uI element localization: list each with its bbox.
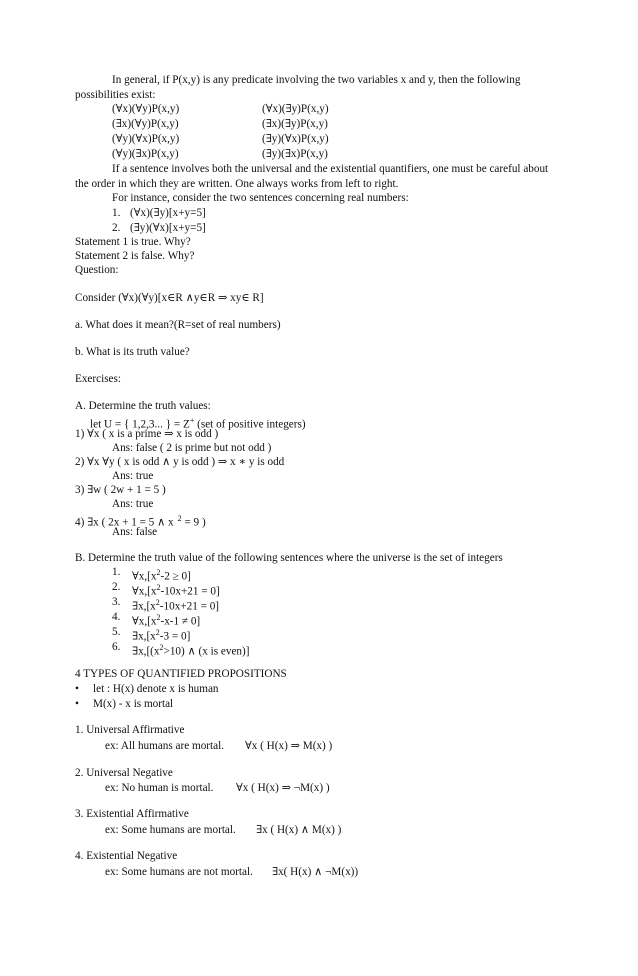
b-item-number: 4. [112, 611, 121, 623]
formula-pre: ∃x,[(x [132, 645, 160, 658]
order-line-2: the order in which they are written. One always works from left to right. [75, 178, 399, 190]
bullet-text: M(x) - x is mortal [93, 698, 174, 710]
type-1-example: ex: All humans are mortal. [105, 740, 224, 752]
formula-pre: ∀x,[x [132, 585, 157, 598]
exercises-b-title: B. Determine the truth value of the following sentences where the universe is the set of integers [75, 552, 503, 564]
b-item-2 [112, 581, 220, 598]
exercise-a3: Ans: true [112, 498, 154, 510]
type-1-title: 1. Universal Affirmative [75, 724, 185, 736]
formula-post: -2 ≥ 0] [160, 570, 191, 583]
question-consider: Consider (∀x)(∀y)[x∈R ∧y∈R ⇒ xy∈ R] [75, 292, 264, 304]
type-3-formula: ∃x ( H(x) ∧ M(x) ) [256, 824, 342, 836]
sentence-1 [112, 207, 206, 220]
possibility-right-4: (∃y)(∃x)P(x,y) [262, 148, 328, 160]
exercise-a4: Ans: false [112, 526, 158, 538]
exercise-q3: 3) ∃w ( 2w + 1 = 5 ) [75, 484, 166, 496]
type-4-title: 4. Existential Negative [75, 850, 178, 862]
types-title: 4 TYPES OF QUANTIFIED PROPOSITIONS [75, 668, 287, 680]
formula-sup: 2 [155, 628, 160, 637]
formula-post: -x-1 ≠ 0] [160, 615, 201, 628]
b-item-number: 6. [112, 641, 121, 653]
question-b: b. What is its truth value? [75, 346, 190, 358]
sentence-number: 2. [112, 222, 121, 234]
question-label: Question: [75, 264, 119, 276]
formula-pre: ∀x,[x [132, 615, 157, 628]
formula-post: >10) ∧ (x is even)] [163, 645, 250, 658]
formula-sup: 2 [156, 613, 161, 622]
sentence-text: (∃y)(∀x)[x+y=5] [130, 222, 206, 234]
type-2-formula: ∀x ( H(x) ⇒ ¬M(x) ) [236, 782, 330, 794]
formula-sup: 2 [156, 568, 161, 577]
formula-sup: 2 [159, 643, 164, 652]
type-4-example: ex: Some humans are not mortal. [105, 866, 253, 878]
bullet-item-1 [75, 683, 219, 696]
formula-post: -10x+21 = 0] [159, 600, 220, 613]
formula-sup: 2 [155, 598, 160, 607]
formula-pre: ∀x,[x [132, 570, 157, 583]
b-item-6 [112, 641, 250, 658]
possibility-right-2: (∃x)(∃y)P(x,y) [262, 118, 328, 130]
formula-sup: 2 [156, 583, 161, 592]
possibility-right-1: (∀x)(∃y)P(x,y) [262, 103, 329, 115]
q4-post: = 9 ) [181, 516, 206, 529]
exercise-q1: 1) ∀x ( x is a prime ⇒ x is odd ) [75, 428, 219, 440]
exercise-a1: Ans: false ( 2 is prime but not odd ) [112, 442, 272, 454]
possibility-right-3: (∃y)(∀x)P(x,y) [262, 133, 329, 145]
question-a: a. What does it mean?(R=set of real numbers) [75, 319, 281, 331]
possibility-left-3: (∀y)(∀x)P(x,y) [112, 133, 180, 145]
type-4-formula: ∃x( H(x) ∧ ¬M(x)) [272, 866, 359, 878]
intro-line-2: possibilities exist: [75, 89, 156, 101]
formula-pre: ∃x,[x [132, 600, 156, 613]
bullet-item-2 [75, 698, 174, 711]
intro-line-1: In general, if P(x,y) is any predicate involving the two variables x and y, then the following [112, 74, 521, 86]
universe-sup: + [189, 416, 195, 425]
statement-2: Statement 2 is false. Why? [75, 250, 195, 262]
b-item-5 [112, 626, 191, 643]
b-item-number: 5. [112, 626, 121, 638]
type-3-title: 3. Existential Affirmative [75, 808, 189, 820]
sentence-number: 1. [112, 207, 121, 219]
order-line-1: If a sentence involves both the universal and the existential quantifiers, one must be careful about [112, 163, 549, 175]
type-2-title: 2. Universal Negative [75, 767, 173, 779]
sentence-text: (∀x)(∃y)[x+y=5] [130, 207, 206, 219]
exercise-q2: 2) ∀x ∀y ( x is odd ∧ y is odd ) ⇒ x ∗ y is odd [75, 456, 285, 468]
order-line-3: For instance, consider the two sentences concerning real numbers: [112, 192, 409, 204]
q4-pre: 4) ∃x ( 2x + 1 = 5 ∧ x [75, 516, 174, 529]
type-2-example: ex: No human is mortal. [105, 782, 214, 794]
b-item-formula [132, 641, 249, 659]
universe-pre: let U = { 1,2,3... } = Z [90, 418, 190, 431]
bullet-icon: • [75, 698, 79, 710]
type-3-example: ex: Some humans are mortal. [105, 824, 236, 836]
possibility-left-2: (∃x)(∀y)P(x,y) [112, 118, 179, 130]
possibility-left-1: (∀x)(∀y)P(x,y) [112, 103, 180, 115]
exercises-a-title: A. Determine the truth values: [75, 400, 211, 412]
type-1-formula: ∀x ( H(x) ⇒ M(x) ) [245, 740, 333, 752]
q4-sup: 2 [177, 514, 182, 523]
possibility-left-4: (∀y)(∃x)P(x,y) [112, 148, 179, 160]
bullet-icon: • [75, 683, 79, 695]
universe-post: (set of positive integers) [194, 418, 306, 431]
b-item-number: 3. [112, 596, 121, 608]
bullet-text: let : H(x) denote x is human [93, 683, 219, 695]
statement-1: Statement 1 is true. Why? [75, 236, 191, 248]
formula-pre: ∃x,[x [132, 630, 156, 643]
exercises-title: Exercises: [75, 373, 121, 385]
formula-post: -3 = 0] [159, 630, 191, 643]
b-item-number: 1. [112, 566, 121, 578]
sentence-2 [112, 222, 206, 235]
b-item-3 [112, 596, 220, 613]
exercise-a2: Ans: true [112, 470, 154, 482]
formula-post: -10x+21 = 0] [160, 585, 220, 598]
b-item-number: 2. [112, 581, 121, 593]
